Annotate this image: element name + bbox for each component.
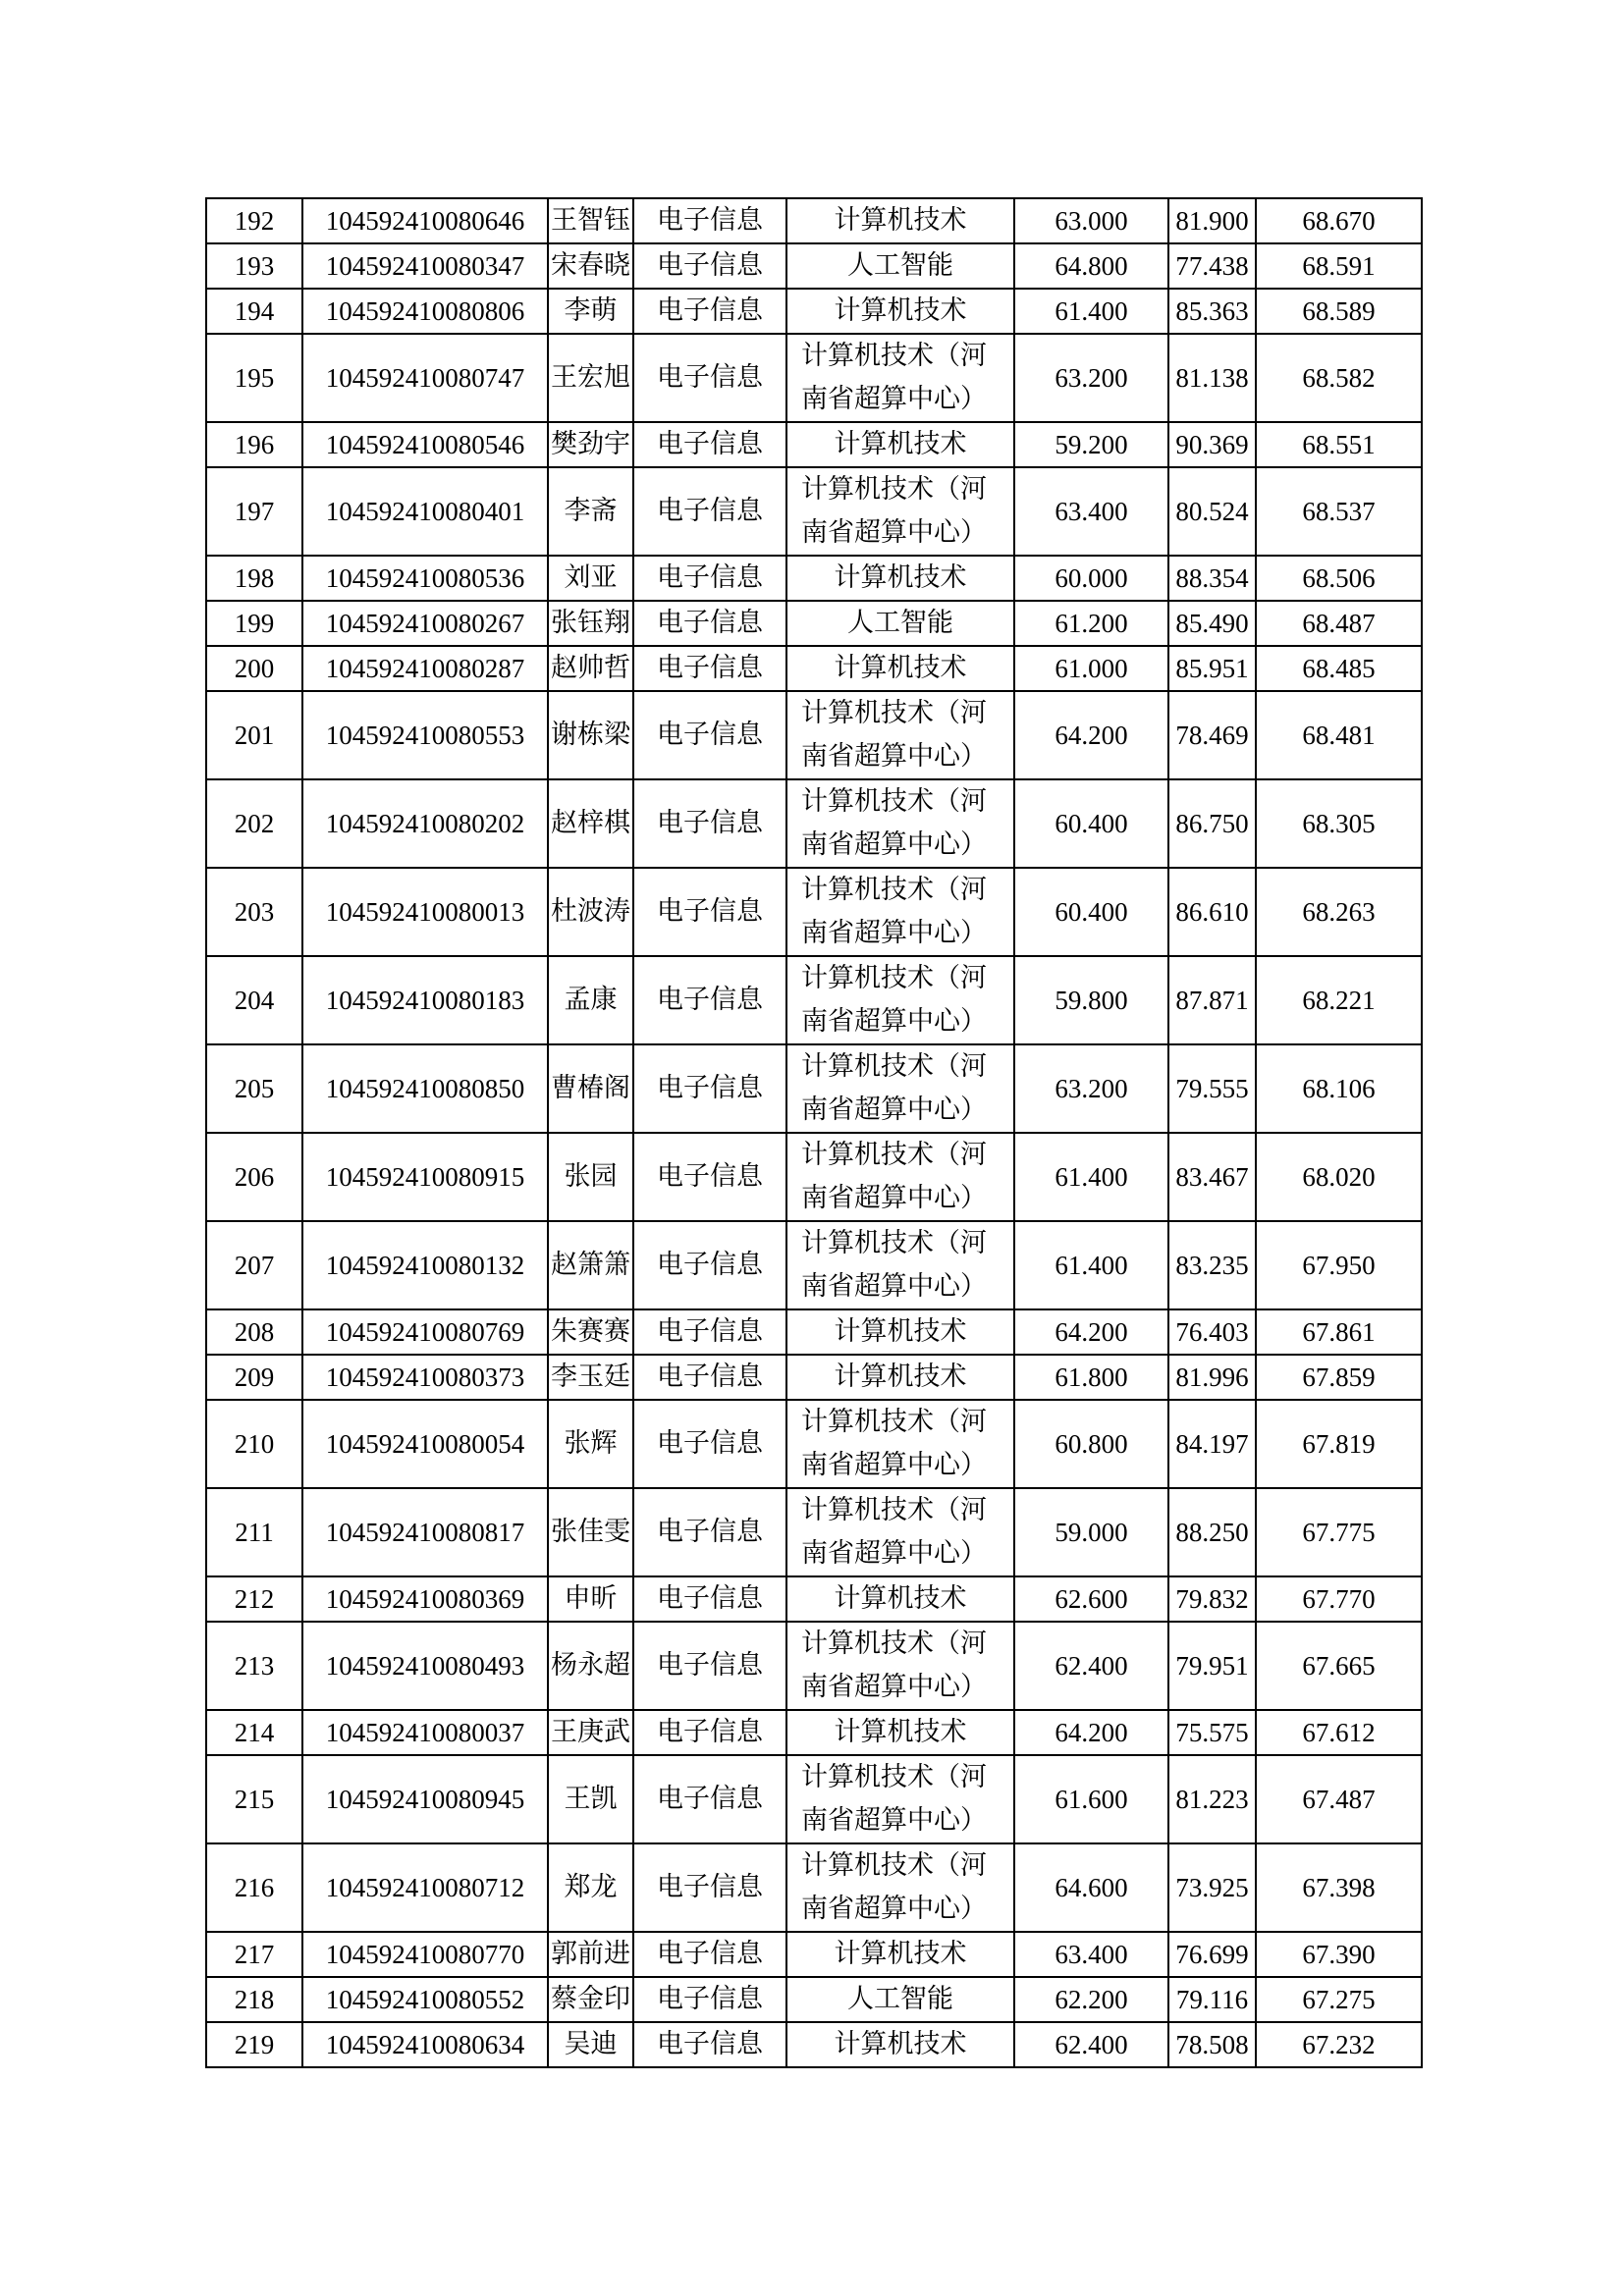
total-score-cell: 67.819 <box>1256 1400 1422 1488</box>
initial-score-cell: 61.600 <box>1014 1755 1168 1843</box>
rank-cell: 210 <box>206 1400 302 1488</box>
retest-score-cell: 86.610 <box>1168 868 1256 956</box>
category-cell: 电子信息 <box>633 1133 786 1221</box>
initial-score-cell: 64.800 <box>1014 243 1168 289</box>
candidate-id-cell: 104592410080267 <box>302 601 548 646</box>
table-row <box>206 1932 1422 1977</box>
retest-score-cell: 85.363 <box>1168 289 1256 334</box>
category-cell: 电子信息 <box>633 2022 786 2067</box>
table-row <box>206 289 1422 334</box>
candidate-id-cell: 104592410080552 <box>302 1977 548 2022</box>
table-row <box>206 556 1422 601</box>
rank-cell: 216 <box>206 1843 302 1932</box>
initial-score-cell: 64.600 <box>1014 1843 1168 1932</box>
category-cell: 电子信息 <box>633 1576 786 1622</box>
name-cell: 郑龙 <box>548 1843 633 1932</box>
category-cell: 电子信息 <box>633 1221 786 1309</box>
rank-cell: 202 <box>206 779 302 868</box>
rank-cell: 204 <box>206 956 302 1044</box>
retest-score-cell: 73.925 <box>1168 1843 1256 1932</box>
retest-score-cell: 88.250 <box>1168 1488 1256 1576</box>
table-row <box>206 1843 1422 1932</box>
initial-score-cell: 60.800 <box>1014 1400 1168 1488</box>
total-score-cell: 67.275 <box>1256 1977 1422 2022</box>
table-row <box>206 1400 1422 1488</box>
major-cell: 计算机技术 <box>786 646 1014 691</box>
major-cell: 人工智能 <box>786 243 1014 289</box>
candidate-id-cell: 104592410080747 <box>302 334 548 422</box>
rank-cell: 214 <box>206 1710 302 1755</box>
candidate-id-cell: 104592410080646 <box>302 198 548 243</box>
major-cell: 计算机技术（河南省超算中心） <box>786 868 1014 956</box>
name-cell: 杜波涛 <box>548 868 633 956</box>
name-cell: 李萌 <box>548 289 633 334</box>
major-cell: 计算机技术（河南省超算中心） <box>786 467 1014 556</box>
major-cell: 计算机技术（河南省超算中心） <box>786 1133 1014 1221</box>
rank-cell: 196 <box>206 422 302 467</box>
retest-score-cell: 79.951 <box>1168 1622 1256 1710</box>
category-cell: 电子信息 <box>633 1977 786 2022</box>
initial-score-cell: 60.400 <box>1014 779 1168 868</box>
document-page <box>205 197 1423 2068</box>
name-cell: 蔡金印 <box>548 1977 633 2022</box>
major-cell: 计算机技术（河南省超算中心） <box>786 1221 1014 1309</box>
category-cell: 电子信息 <box>633 422 786 467</box>
category-cell: 电子信息 <box>633 779 786 868</box>
category-cell: 电子信息 <box>633 646 786 691</box>
retest-score-cell: 79.832 <box>1168 1576 1256 1622</box>
rank-cell: 194 <box>206 289 302 334</box>
initial-score-cell: 63.400 <box>1014 467 1168 556</box>
total-score-cell: 68.305 <box>1256 779 1422 868</box>
retest-score-cell: 87.871 <box>1168 956 1256 1044</box>
category-cell: 电子信息 <box>633 1488 786 1576</box>
major-cell: 人工智能 <box>786 1977 1014 2022</box>
candidate-id-cell: 104592410080401 <box>302 467 548 556</box>
retest-score-cell: 88.354 <box>1168 556 1256 601</box>
rank-cell: 193 <box>206 243 302 289</box>
initial-score-cell: 60.400 <box>1014 868 1168 956</box>
total-score-cell: 68.670 <box>1256 198 1422 243</box>
name-cell: 王智钰 <box>548 198 633 243</box>
name-cell: 王凯 <box>548 1755 633 1843</box>
initial-score-cell: 61.800 <box>1014 1355 1168 1400</box>
candidate-id-cell: 104592410080202 <box>302 779 548 868</box>
retest-score-cell: 76.699 <box>1168 1932 1256 1977</box>
total-score-cell: 68.582 <box>1256 334 1422 422</box>
candidate-id-cell: 104592410080493 <box>302 1622 548 1710</box>
candidate-id-cell: 104592410080817 <box>302 1488 548 1576</box>
initial-score-cell: 61.000 <box>1014 646 1168 691</box>
rank-cell: 207 <box>206 1221 302 1309</box>
candidate-id-cell: 104592410080347 <box>302 243 548 289</box>
table-row <box>206 691 1422 779</box>
major-cell: 计算机技术（河南省超算中心） <box>786 691 1014 779</box>
candidate-id-cell: 104592410080287 <box>302 646 548 691</box>
category-cell: 电子信息 <box>633 1355 786 1400</box>
major-cell: 计算机技术 <box>786 556 1014 601</box>
major-cell: 计算机技术（河南省超算中心） <box>786 1400 1014 1488</box>
candidate-id-cell: 104592410080806 <box>302 289 548 334</box>
rank-cell: 206 <box>206 1133 302 1221</box>
initial-score-cell: 63.000 <box>1014 198 1168 243</box>
rank-cell: 209 <box>206 1355 302 1400</box>
category-cell: 电子信息 <box>633 601 786 646</box>
total-score-cell: 67.775 <box>1256 1488 1422 1576</box>
total-score-cell: 68.487 <box>1256 601 1422 646</box>
major-cell: 计算机技术 <box>786 422 1014 467</box>
name-cell: 李玉廷 <box>548 1355 633 1400</box>
total-score-cell: 68.263 <box>1256 868 1422 956</box>
name-cell: 张园 <box>548 1133 633 1221</box>
retest-score-cell: 84.197 <box>1168 1400 1256 1488</box>
initial-score-cell: 64.200 <box>1014 691 1168 779</box>
table-row <box>206 1044 1422 1133</box>
candidate-id-cell: 104592410080770 <box>302 1932 548 1977</box>
table-row <box>206 601 1422 646</box>
major-cell: 计算机技术 <box>786 198 1014 243</box>
table-row <box>206 779 1422 868</box>
category-cell: 电子信息 <box>633 868 786 956</box>
total-score-cell: 68.485 <box>1256 646 1422 691</box>
total-score-cell: 68.551 <box>1256 422 1422 467</box>
table-row <box>206 1576 1422 1622</box>
rank-cell: 205 <box>206 1044 302 1133</box>
total-score-cell: 68.591 <box>1256 243 1422 289</box>
table-row <box>206 422 1422 467</box>
retest-score-cell: 83.467 <box>1168 1133 1256 1221</box>
retest-score-cell: 79.116 <box>1168 1977 1256 2022</box>
name-cell: 张辉 <box>548 1400 633 1488</box>
major-cell: 计算机技术 <box>786 2022 1014 2067</box>
table-row <box>206 467 1422 556</box>
major-cell: 计算机技术 <box>786 1710 1014 1755</box>
initial-score-cell: 63.200 <box>1014 334 1168 422</box>
candidate-id-cell: 104592410080546 <box>302 422 548 467</box>
major-cell: 计算机技术 <box>786 1355 1014 1400</box>
category-cell: 电子信息 <box>633 1622 786 1710</box>
retest-score-cell: 80.524 <box>1168 467 1256 556</box>
rank-cell: 198 <box>206 556 302 601</box>
name-cell: 申昕 <box>548 1576 633 1622</box>
retest-score-cell: 75.575 <box>1168 1710 1256 1755</box>
initial-score-cell: 63.200 <box>1014 1044 1168 1133</box>
rank-cell: 201 <box>206 691 302 779</box>
major-cell: 计算机技术（河南省超算中心） <box>786 1044 1014 1133</box>
initial-score-cell: 60.000 <box>1014 556 1168 601</box>
category-cell: 电子信息 <box>633 1843 786 1932</box>
category-cell: 电子信息 <box>633 1932 786 1977</box>
admission-score-table <box>205 197 1423 2068</box>
rank-cell: 208 <box>206 1309 302 1355</box>
total-score-cell: 67.398 <box>1256 1843 1422 1932</box>
initial-score-cell: 64.200 <box>1014 1710 1168 1755</box>
candidate-id-cell: 104592410080373 <box>302 1355 548 1400</box>
retest-score-cell: 78.469 <box>1168 691 1256 779</box>
table-row <box>206 1309 1422 1355</box>
total-score-cell: 67.859 <box>1256 1355 1422 1400</box>
name-cell: 谢栋梁 <box>548 691 633 779</box>
major-cell: 计算机技术（河南省超算中心） <box>786 779 1014 868</box>
retest-score-cell: 78.508 <box>1168 2022 1256 2067</box>
table-row <box>206 1488 1422 1576</box>
rank-cell: 212 <box>206 1576 302 1622</box>
name-cell: 赵梓棋 <box>548 779 633 868</box>
table-row <box>206 198 1422 243</box>
candidate-id-cell: 104592410080769 <box>302 1309 548 1355</box>
table-row <box>206 243 1422 289</box>
rank-cell: 195 <box>206 334 302 422</box>
total-score-cell: 67.390 <box>1256 1932 1422 1977</box>
name-cell: 刘亚 <box>548 556 633 601</box>
category-cell: 电子信息 <box>633 556 786 601</box>
table-row <box>206 646 1422 691</box>
rank-cell: 192 <box>206 198 302 243</box>
candidate-id-cell: 104592410080712 <box>302 1843 548 1932</box>
category-cell: 电子信息 <box>633 691 786 779</box>
initial-score-cell: 62.600 <box>1014 1576 1168 1622</box>
candidate-id-cell: 104592410080634 <box>302 2022 548 2067</box>
category-cell: 电子信息 <box>633 1309 786 1355</box>
total-score-cell: 67.770 <box>1256 1576 1422 1622</box>
category-cell: 电子信息 <box>633 1044 786 1133</box>
candidate-id-cell: 104592410080945 <box>302 1755 548 1843</box>
name-cell: 朱赛赛 <box>548 1309 633 1355</box>
major-cell: 计算机技术（河南省超算中心） <box>786 334 1014 422</box>
retest-score-cell: 85.490 <box>1168 601 1256 646</box>
category-cell: 电子信息 <box>633 334 786 422</box>
total-score-cell: 68.537 <box>1256 467 1422 556</box>
initial-score-cell: 61.400 <box>1014 1221 1168 1309</box>
candidate-id-cell: 104592410080054 <box>302 1400 548 1488</box>
table-row <box>206 956 1422 1044</box>
table-row <box>206 1622 1422 1710</box>
initial-score-cell: 64.200 <box>1014 1309 1168 1355</box>
candidate-id-cell: 104592410080850 <box>302 1044 548 1133</box>
initial-score-cell: 59.200 <box>1014 422 1168 467</box>
candidate-id-cell: 104592410080183 <box>302 956 548 1044</box>
total-score-cell: 67.487 <box>1256 1755 1422 1843</box>
total-score-cell: 68.481 <box>1256 691 1422 779</box>
name-cell: 孟康 <box>548 956 633 1044</box>
retest-score-cell: 79.555 <box>1168 1044 1256 1133</box>
table-row <box>206 1355 1422 1400</box>
rank-cell: 218 <box>206 1977 302 2022</box>
rank-cell: 219 <box>206 2022 302 2067</box>
retest-score-cell: 77.438 <box>1168 243 1256 289</box>
total-score-cell: 67.950 <box>1256 1221 1422 1309</box>
category-cell: 电子信息 <box>633 467 786 556</box>
retest-score-cell: 81.996 <box>1168 1355 1256 1400</box>
category-cell: 电子信息 <box>633 956 786 1044</box>
rank-cell: 197 <box>206 467 302 556</box>
name-cell: 吴迪 <box>548 2022 633 2067</box>
table-row <box>206 1133 1422 1221</box>
retest-score-cell: 81.900 <box>1168 198 1256 243</box>
name-cell: 王庚武 <box>548 1710 633 1755</box>
candidate-id-cell: 104592410080037 <box>302 1710 548 1755</box>
rank-cell: 211 <box>206 1488 302 1576</box>
total-score-cell: 68.506 <box>1256 556 1422 601</box>
major-cell: 计算机技术（河南省超算中心） <box>786 1622 1014 1710</box>
name-cell: 李斋 <box>548 467 633 556</box>
candidate-id-cell: 104592410080013 <box>302 868 548 956</box>
retest-score-cell: 81.223 <box>1168 1755 1256 1843</box>
category-cell: 电子信息 <box>633 1400 786 1488</box>
name-cell: 曹椿阁 <box>548 1044 633 1133</box>
category-cell: 电子信息 <box>633 289 786 334</box>
initial-score-cell: 62.400 <box>1014 1622 1168 1710</box>
major-cell: 计算机技术 <box>786 1309 1014 1355</box>
table-row <box>206 2022 1422 2067</box>
table-row <box>206 334 1422 422</box>
total-score-cell: 68.589 <box>1256 289 1422 334</box>
major-cell: 计算机技术（河南省超算中心） <box>786 956 1014 1044</box>
candidate-id-cell: 104592410080536 <box>302 556 548 601</box>
name-cell: 杨永超 <box>548 1622 633 1710</box>
retest-score-cell: 85.951 <box>1168 646 1256 691</box>
table-row <box>206 1221 1422 1309</box>
retest-score-cell: 81.138 <box>1168 334 1256 422</box>
initial-score-cell: 63.400 <box>1014 1932 1168 1977</box>
total-score-cell: 68.020 <box>1256 1133 1422 1221</box>
major-cell: 计算机技术（河南省超算中心） <box>786 1843 1014 1932</box>
table-row <box>206 1710 1422 1755</box>
initial-score-cell: 61.200 <box>1014 601 1168 646</box>
category-cell: 电子信息 <box>633 198 786 243</box>
total-score-cell: 68.106 <box>1256 1044 1422 1133</box>
initial-score-cell: 61.400 <box>1014 1133 1168 1221</box>
category-cell: 电子信息 <box>633 1755 786 1843</box>
name-cell: 张佳雯 <box>548 1488 633 1576</box>
retest-score-cell: 76.403 <box>1168 1309 1256 1355</box>
retest-score-cell: 90.369 <box>1168 422 1256 467</box>
category-cell: 电子信息 <box>633 1710 786 1755</box>
rank-cell: 217 <box>206 1932 302 1977</box>
major-cell: 计算机技术 <box>786 1576 1014 1622</box>
name-cell: 张钰翔 <box>548 601 633 646</box>
total-score-cell: 67.612 <box>1256 1710 1422 1755</box>
rank-cell: 203 <box>206 868 302 956</box>
category-cell: 电子信息 <box>633 243 786 289</box>
table-row <box>206 1755 1422 1843</box>
major-cell: 计算机技术（河南省超算中心） <box>786 1755 1014 1843</box>
name-cell: 赵帅哲 <box>548 646 633 691</box>
name-cell: 宋春晓 <box>548 243 633 289</box>
rank-cell: 199 <box>206 601 302 646</box>
candidate-id-cell: 104592410080553 <box>302 691 548 779</box>
initial-score-cell: 62.400 <box>1014 2022 1168 2067</box>
major-cell: 计算机技术 <box>786 1932 1014 1977</box>
initial-score-cell: 62.200 <box>1014 1977 1168 2022</box>
major-cell: 人工智能 <box>786 601 1014 646</box>
rank-cell: 215 <box>206 1755 302 1843</box>
retest-score-cell: 83.235 <box>1168 1221 1256 1309</box>
rank-cell: 213 <box>206 1622 302 1710</box>
name-cell: 樊劲宇 <box>548 422 633 467</box>
initial-score-cell: 59.000 <box>1014 1488 1168 1576</box>
initial-score-cell: 61.400 <box>1014 289 1168 334</box>
major-cell: 计算机技术（河南省超算中心） <box>786 1488 1014 1576</box>
candidate-id-cell: 104592410080132 <box>302 1221 548 1309</box>
name-cell: 郭前进 <box>548 1932 633 1977</box>
initial-score-cell: 59.800 <box>1014 956 1168 1044</box>
table-row <box>206 868 1422 956</box>
name-cell: 王宏旭 <box>548 334 633 422</box>
total-score-cell: 67.665 <box>1256 1622 1422 1710</box>
name-cell: 赵箫箫 <box>548 1221 633 1309</box>
retest-score-cell: 86.750 <box>1168 779 1256 868</box>
table-row <box>206 1977 1422 2022</box>
total-score-cell: 68.221 <box>1256 956 1422 1044</box>
major-cell: 计算机技术 <box>786 289 1014 334</box>
total-score-cell: 67.232 <box>1256 2022 1422 2067</box>
table-body <box>206 198 1422 2067</box>
candidate-id-cell: 104592410080369 <box>302 1576 548 1622</box>
rank-cell: 200 <box>206 646 302 691</box>
candidate-id-cell: 104592410080915 <box>302 1133 548 1221</box>
total-score-cell: 67.861 <box>1256 1309 1422 1355</box>
